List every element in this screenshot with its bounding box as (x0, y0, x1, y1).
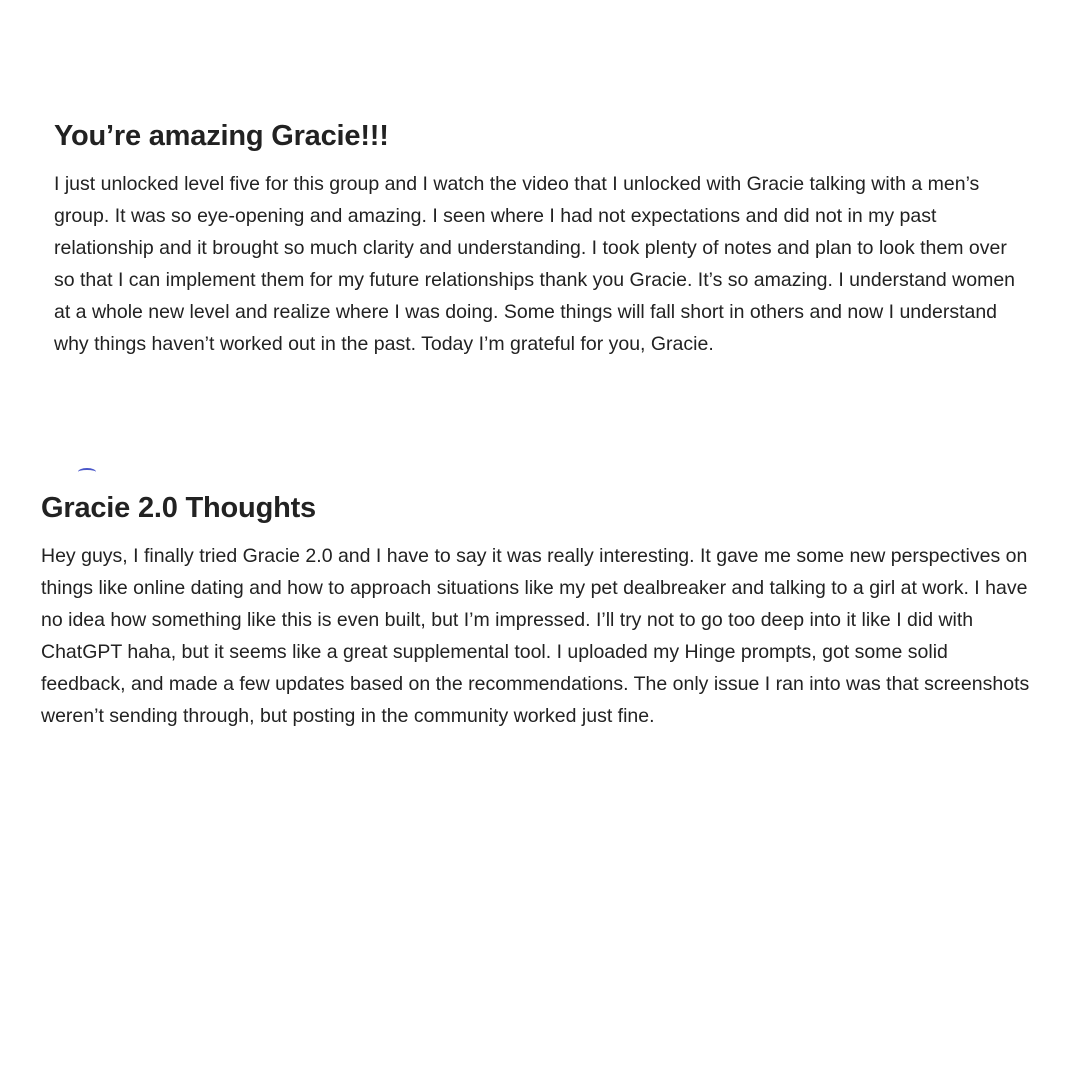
post-body: Hey guys, I finally tried Gracie 2.0 and I have to say it was really interesting. It gave me some new perspectives on things like online dating and how to approach situations like my pet dealbreaker and talking to a girl at work. I have no idea how something like this is even built, but I’m impressed. I’ll try not to go too deep into it like I did with ChatGPT haha, but it seems like a great supplemental tool. I uploaded my Hinge prompts, got some solid feedback, and made a few updates based on the recommendations. The only issue I ran into was that screenshots weren’t sending through, but posting in the community worked just fine. (41, 545, 1030, 727)
post-title[interactable]: You’re amazing Gracie!!! (54, 120, 389, 152)
post-body: I just unlocked level five for this group and I watch the video that I unlocked with Gracie talking with a men’s group. It was so eye-opening and amazing. I seen where I had not expectations and did not in my past relationship and it brought so much clarity and understanding. I took plenty of notes and plan to look them over so that I can implement them for my future relationships thank you Gracie. It’s so amazing. I understand women at a whole new level and realize where I was doing. Some things will fall short in others and now I understand why things haven’t worked out in the past. Today I’m grateful for you, Gracie. (54, 173, 1016, 355)
avatar-edge (78, 468, 96, 476)
post-card (54, 118, 1026, 360)
post-card (41, 490, 1031, 732)
post-title[interactable]: Gracie 2.0 Thoughts (41, 492, 316, 524)
